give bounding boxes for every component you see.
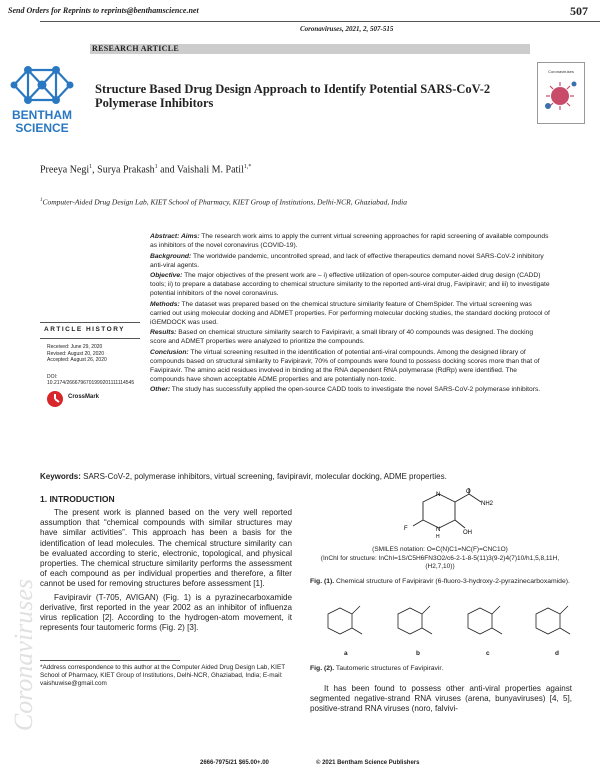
aims-label: Abstract: Aims:	[150, 233, 200, 240]
side-watermark: Coronaviruses	[9, 578, 39, 732]
author-2: Surya Prakash	[97, 164, 155, 176]
methods-text: The dataset was prepared based on the chemical structure similarity feature of ChemSpider. The virtual screening was carried out using molecular docking and ADMET properties. For performing molecular docking studies, the standard docking protocol of iGEMDOCK was used.	[150, 300, 550, 326]
intro-paragraph-3: It has been found to possess other anti-viral properties against segmented negative-strand RNA viruses (arena, bunyaviruses) [4, 5], positive-strand RNA viruses (noro, falvivi-	[310, 684, 572, 714]
author-1-sup: 1	[89, 164, 93, 170]
abstract-methods	[150, 300, 550, 327]
doi-value[interactable]: 10.2174/2666796701999201111114545	[47, 380, 135, 386]
background-label: Background:	[150, 252, 192, 260]
methods-label: Methods:	[150, 300, 180, 308]
abstract-other	[150, 385, 550, 394]
fig1-label: Fig. (1).	[310, 578, 335, 585]
history-rule-bottom	[40, 338, 140, 339]
keywords	[40, 472, 570, 481]
author-2-sup: 1	[154, 164, 158, 170]
logo-line-2: SCIENCE	[15, 121, 69, 135]
crossmark-label[interactable]: CrossMark	[68, 394, 100, 400]
date-accepted: Accepted: August 26, 2020	[47, 357, 107, 363]
fig2-caption-text: Tautomeric structures of Favipiravir.	[334, 665, 444, 672]
affiliation	[40, 196, 560, 208]
atom-h: H	[436, 534, 440, 540]
bentham-logo-text	[3, 109, 81, 135]
affiliation-sup: 1	[40, 198, 43, 203]
article-dates	[47, 344, 107, 364]
other-label: Other:	[150, 386, 171, 393]
inchi-line: (InChI for structure: InChI=1S/C5H6FN3O2/c6-2-1-8-5(11)3(9-2)4(7)10/h1,5,8,11H,(H2,7,10))	[320, 554, 560, 570]
fig1-caption-text: Chemical structure of Favipiravir (6-fluoro-3-hydroxy-2-pyrazinecarboxamide).	[334, 578, 570, 585]
tautomer-structures	[310, 600, 580, 648]
doi[interactable]	[47, 374, 134, 386]
smiles-notation	[310, 546, 570, 572]
tautomer-label-c: c	[486, 650, 490, 657]
date-revised: Revised: August 20, 2020	[47, 350, 104, 357]
article-title: Structure Based Drug Design Approach to Identify Potential SARS-CoV-2 Polymerase Inhibitors	[95, 82, 491, 110]
reprints-notice: Send Orders for Reprints to reprints@benthamscience.net	[8, 6, 199, 15]
atom-n-upper: N	[436, 492, 441, 498]
smiles-line: (SMILES notation: O=C(N)C1=NC(F)=CNC1O)	[372, 546, 508, 553]
journal-cover	[537, 62, 585, 124]
footer-issn: 2666-7975/21 $65.00+.00	[200, 760, 269, 766]
virus-icon	[538, 74, 582, 114]
introduction-right-column	[310, 684, 572, 718]
keywords-text: SARS-CoV-2, polymerase inhibitors, virtual screening, favipiravir, molecular docking, ADME properties.	[80, 472, 447, 481]
intro-paragraph-1: The present work is planned based on the very well reported assumption that “chemical compounds with similar structures may have similar activities”. This approach has been a basis for the identification of lead molecules. The chemical structure similarity can be evaluated according to steric, electronic, topological, and physical properties. The chemical structure similarity performs the assessment of each compound as per individual properties and therefore, a filter cannot be used for removing structures before assessment [1].	[40, 508, 292, 589]
fig2-label: Fig. (2).	[310, 665, 335, 672]
abstract	[150, 232, 550, 396]
logo-line-1: BENTHAM	[12, 108, 72, 122]
abstract-background	[150, 252, 550, 270]
abstract-aims	[150, 232, 550, 250]
figure-1-caption	[310, 578, 575, 587]
affiliation-text: Computer-Aided Drug Design Lab, KIET School of Pharmacy, KIET Group of Institutions, Delhi-NCR, Ghaziabad, India	[42, 197, 408, 207]
correspondence-footnote: *Address correspondence to this author at the Computer Aided Drug Design Lab, KIET School of Pharmacy, KIET Group of Institutions, Delhi-NCR, Ghaziabad, India; E-mail: vaishuwise@gmail.com	[40, 664, 285, 687]
abstract-conclusion	[150, 348, 550, 384]
author-list	[40, 164, 251, 175]
tautomer-label-b: b	[416, 650, 420, 657]
introduction-left-column	[40, 508, 292, 636]
doi-label: DOI:	[47, 374, 58, 380]
author-sep-2: and	[157, 164, 177, 176]
conclusion-text: The virtual screening resulted in the identification of potential anti-viral compounds. Among the designed library of compounds based on structural similarity to Favipiravir, 70% of compounds were found to possess docking scores more than that of Favipiravir. The amino acid residues involved in binding at the RNA dependent RNA polymerase (RdRp) were identified. The compounds have shown acceptable ADME properties and are potentially non-toxic.	[150, 348, 540, 383]
other-text: The study has successfully applied the open-source CADD tools to investigate the novel SARS-CoV-2 polymerase inhibitors.	[170, 386, 541, 393]
objective-label: Objective:	[150, 272, 183, 279]
page-number: 507	[570, 4, 588, 18]
journal-reference: Coronaviruses, 2021, 2, 507-515	[300, 25, 394, 33]
introduction-heading: 1. INTRODUCTION	[40, 494, 115, 504]
section-label: RESEARCH ARTICLE	[92, 44, 179, 53]
footer-copyright: © 2021 Bentham Science Publishers	[316, 760, 420, 766]
favipiravir-structure	[395, 488, 495, 544]
conclusion-label: Conclusion:	[150, 348, 189, 356]
atom-n-lower: N	[436, 527, 441, 533]
author-sep-1: ,	[92, 164, 98, 176]
atom-o: O	[466, 489, 471, 495]
cover-title: Coronaviruses	[548, 69, 574, 74]
author-3: Vaishali M. Patil	[176, 164, 244, 176]
atom-f: F	[404, 526, 408, 532]
atom-nh2: NH2	[481, 501, 494, 507]
atom-oh: OH	[463, 530, 472, 536]
tautomer-label-a: a	[344, 650, 348, 657]
objective-text: The major objectives of the present work are – i) effective utilization of open-source computer-aided drug design (CADD) tools; ii) to prepare a database according to chemical structure similarity to the reported anti-viral drug, Favipiravir; and iii) to investigate potential inhibitors of the novel coronavirus.	[150, 272, 550, 297]
author-3-sup: 1,*	[243, 164, 252, 170]
article-history-title: ARTICLE HISTORY	[44, 326, 126, 333]
results-label: Results:	[150, 329, 177, 336]
abstract-results	[150, 328, 550, 346]
crossmark-icon[interactable]	[46, 390, 64, 408]
aims-text: The research work aims to apply the current virtual screening approaches for rapid screening of available compounds as inhibitors of the novel coronavirus (COVID-19).	[150, 233, 549, 249]
footnote-rule	[40, 660, 180, 661]
bentham-logo-icon	[8, 60, 76, 110]
keywords-label: Keywords:	[40, 472, 81, 481]
header-rule	[40, 21, 600, 22]
background-text: The worldwide pandemic, uncontrolled spread, and lack of effective therapeutics demand novel SARS-CoV-2 inhibitory anti-viral agents.	[150, 252, 544, 269]
abstract-objective	[150, 271, 550, 298]
results-text: Based on chemical structure similarity search to Favipiravir, a small library of 40 compounds was designed. The docking score and ADMET properties were analyzed to prioritize the compounds.	[150, 329, 534, 345]
history-rule-top	[40, 322, 140, 323]
tautomer-label-d: d	[555, 650, 559, 657]
date-received: Received: June 29, 2020	[47, 344, 103, 350]
intro-paragraph-2: Favipiravir (T-705, AVIGAN) (Fig. 1) is a pyrazinecarboxamide derivative, first reported in the year 2002 as an inhibitor of influenza virus replication [2]. According to the hydrogen-atom movement, it represents four tautomeric forms (Fig. 2) [3].	[40, 592, 292, 633]
figure-2-caption	[310, 665, 443, 672]
author-1: Preeya Negi	[40, 164, 90, 176]
